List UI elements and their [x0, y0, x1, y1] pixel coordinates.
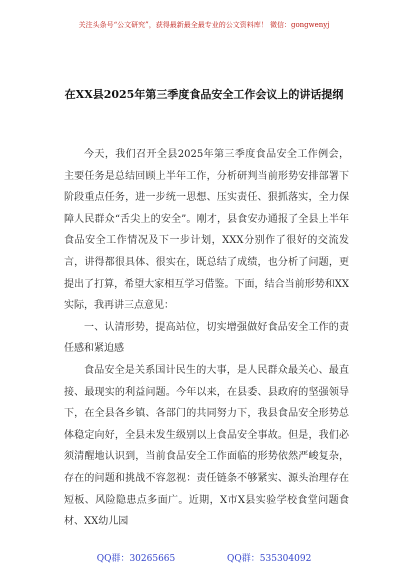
qq-group-two: QQ群：535304092 — [227, 554, 312, 564]
qq-group-one: QQ群：30265665 — [96, 554, 176, 564]
section-heading: 一、认清形势，提高站位，切实增强做好食品安全工作的责任感和紧迫感 — [64, 321, 349, 355]
body-paragraph: 今天，我们召开全县2025年第三季度食品安全工作例会，主要任务是总结回顾上半年工作，分析研判当前形势安排部署下阶段重点任务，进一步统一思想、压实责任、狠抓落实，全力保障人民群众“舌尖上的安全”。刚才，县食安办通报了全县上半年食品安全工作情况及下一步计划，XXX分别作了很好的交流发言，讲得都很具体、很实在，既总结了成绩，也分析了问题，更提出了打算，希望大家相互学习借鉴。下面，结合当前形势和XX实际，我再讲三点意见： — [64, 149, 349, 312]
promo-banner: 关注头条号“公文研究”，获得最新最全最专业的公文资料库！ 微信：gongwenyj — [78, 21, 330, 29]
footer-contact — [0, 553, 408, 565]
document-body — [64, 144, 349, 533]
body-paragraph: 食品安全是关系国计民生的大事，是人民群众最关心、最直接、最现实的利益问题。今年以来，在县委、县政府的坚强领导下，在全县各乡镇、各部门的共同努力下，我县食品安全形势总体稳定向好，全县未发生级别以上食品安全事故。但是，我们必须清醒地认识到，当前食品安全工作面临的形势依然严峻复杂，存在的问题和挑战不容忽视：责任链条不够紧实、源头治理存在短板、风险隐患点多面广。近期，X市X县实验学校食堂问题食材、XX幼儿园 — [64, 364, 349, 528]
document-title: 在XX县2025年第三季度食品安全工作会议上的讲话提纲 — [64, 88, 344, 101]
